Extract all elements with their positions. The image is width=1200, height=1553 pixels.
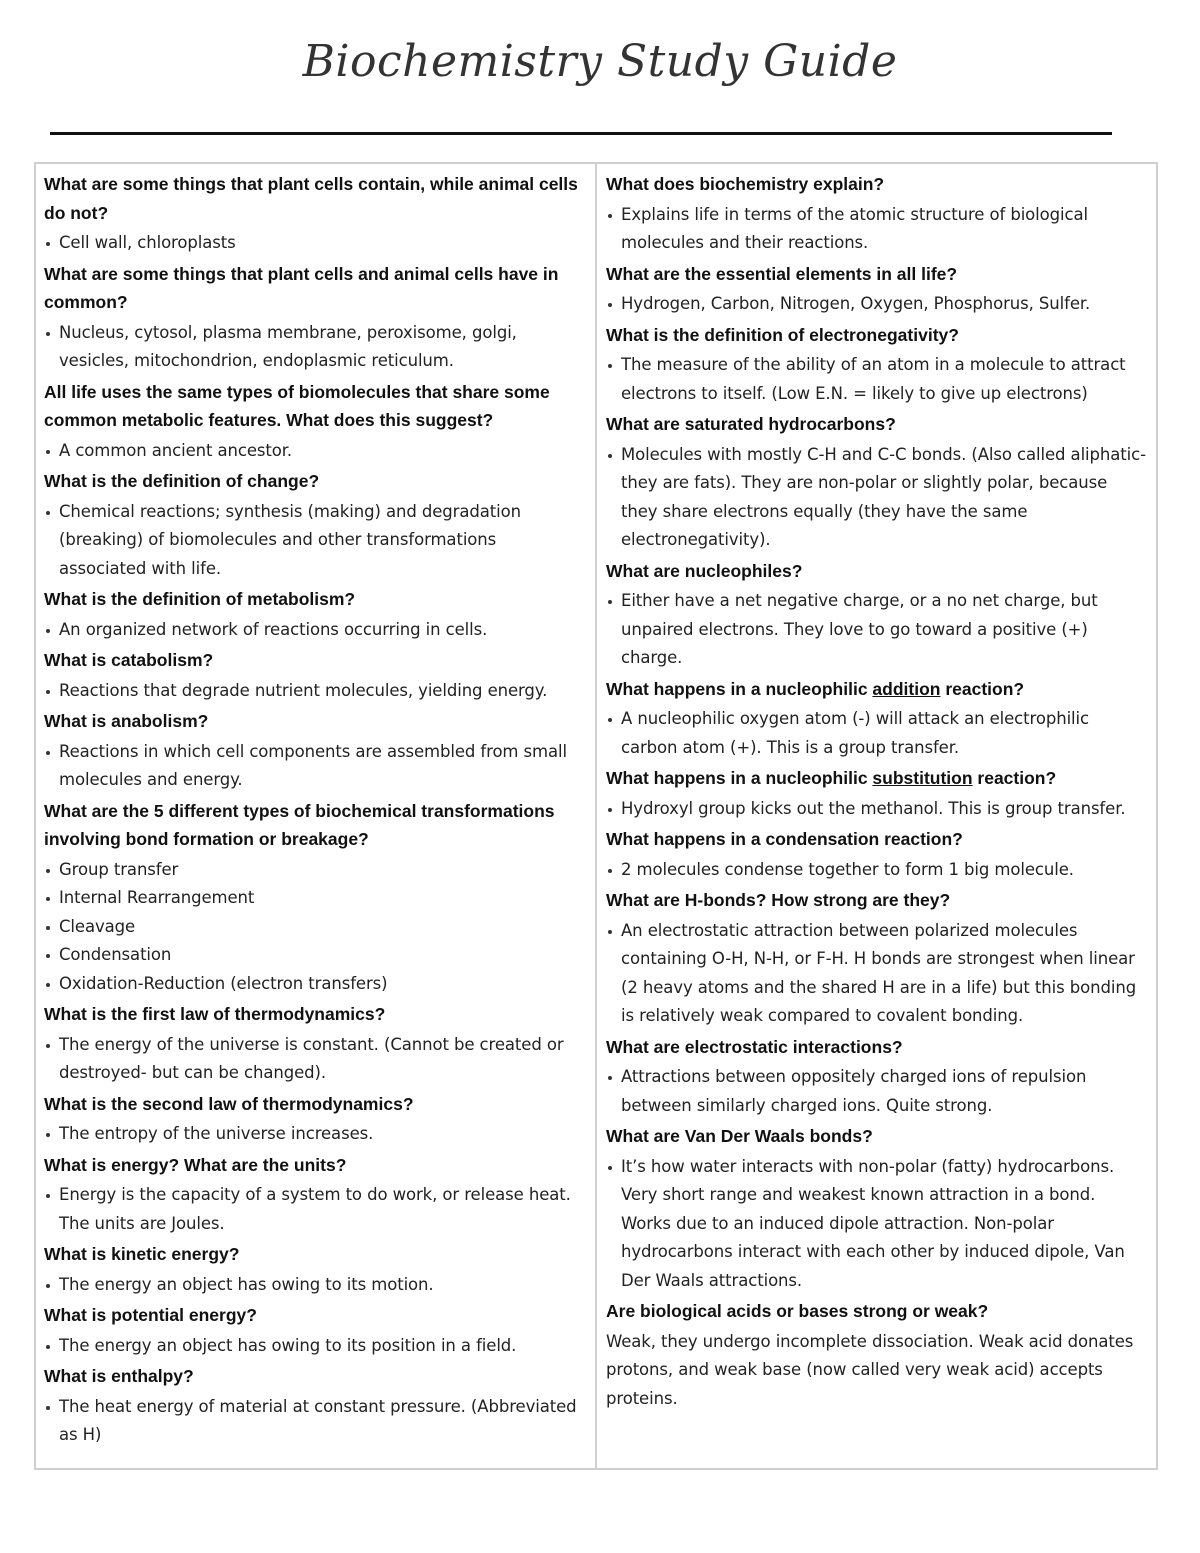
- answer-list: [44, 1031, 584, 1088]
- answer-list: [44, 1271, 584, 1300]
- question: What is kinetic energy?: [44, 1244, 240, 1264]
- question: What is the definition of electronegativity?: [606, 324, 959, 345]
- answer-list: [606, 441, 1148, 555]
- answer-list: [606, 1153, 1148, 1296]
- answer-item: Molecules with mostly C-H and C-C bonds. (Also called aliphatic- they are fats). They are non-polar or slightly polar, because they share electrons equally (they have the same electronegativity).: [606, 441, 1148, 555]
- answer-item: The energy an object has owing to its position in a field.: [44, 1332, 584, 1361]
- left-column: [44, 170, 584, 1452]
- question-text: reaction?: [940, 678, 1025, 699]
- answer-item: Cell wall, chloroplasts: [44, 229, 584, 258]
- question-text: reaction?: [972, 768, 1057, 788]
- question: What is potential energy?: [44, 1305, 257, 1325]
- question: What is energy? What are the units?: [44, 1154, 347, 1175]
- answer-item: Explains life in terms of the atomic structure of biological molecules and their reactions.: [606, 201, 1148, 258]
- answer-item: The entropy of the universe increases.: [44, 1120, 584, 1149]
- page-title: Biochemistry Study Guide: [302, 36, 898, 87]
- question: [606, 764, 1148, 793]
- question: Are biological acids or bases strong or weak?: [606, 1301, 989, 1321]
- answer-item: Energy is the capacity of a system to do work, or release heat. The units are Joules.: [44, 1181, 584, 1238]
- answer-item: Cleavage: [44, 913, 584, 942]
- answer-item: Oxidation-Reduction (electron transfers): [44, 970, 584, 999]
- question: What are the essential elements in all life?: [606, 263, 958, 284]
- answer-list: [44, 738, 584, 795]
- answer-list: [606, 290, 1148, 319]
- answer-item: Chemical reactions; synthesis (making) and degradation (breaking) of biomolecules and other transformations associated with life.: [44, 498, 584, 584]
- answer-paragraph: Weak, they undergo incomplete dissociation. Weak acid donates protons, and weak base (now called very weak acid) accepts proteins.: [606, 1331, 1134, 1408]
- question: What are the 5 different types of biochemical transformations involving bond formation or breakage?: [44, 800, 555, 849]
- answer-item: Reactions in which cell components are assembled from small molecules and energy.: [44, 738, 584, 795]
- answer-item: 2 molecules condense together to form 1 big molecule.: [606, 856, 1148, 885]
- answer-item: The energy an object has owing to its motion.: [44, 1271, 584, 1300]
- right-column: [606, 170, 1148, 1413]
- answer-list: [44, 616, 584, 645]
- question: What is catabolism?: [44, 650, 214, 670]
- answer-item: Either have a net negative charge, or a no net charge, but unpaired electrons. They love to go toward a positive (+) charge.: [606, 587, 1148, 673]
- answer-item: A nucleophilic oxygen atom (-) will attack an electrophilic carbon atom (+). This is a group transfer.: [606, 705, 1148, 762]
- answer-list: [44, 437, 584, 466]
- answer-list: [606, 917, 1148, 1031]
- question: What is the first law of thermodynamics?: [44, 1004, 386, 1024]
- column-divider: [595, 162, 597, 1470]
- question-text: What happens in a nucleophilic: [606, 678, 873, 699]
- answer-list: [606, 705, 1148, 762]
- answer-item: A common ancient ancestor.: [44, 437, 584, 466]
- question: What does biochemistry explain?: [606, 174, 885, 194]
- answer-item: It’s how water interacts with non-polar (fatty) hydrocarbons. Very short range and weakest known attraction in a bond. Works due to an induced dipole attraction. Non-polar hydrocarbons interact with each other by induced dipole, Van Der Waals attractions.: [606, 1153, 1148, 1296]
- question-text: What happens in a nucleophilic: [606, 768, 873, 788]
- answer-list: [44, 1332, 584, 1361]
- question: What is anabolism?: [44, 711, 209, 731]
- answer-item: Nucleus, cytosol, plasma membrane, peroxisome, golgi, vesicles, mitochondrion, endoplasmic reticulum.: [44, 319, 584, 376]
- question-emphasis: addition: [872, 678, 941, 699]
- answer-list: [606, 856, 1148, 885]
- answer-item: Hydroxyl group kicks out the methanol. This is group transfer.: [606, 795, 1148, 824]
- answer-list: [44, 1120, 584, 1149]
- answer-item: The energy of the universe is constant. (Cannot be created or destroyed- but can be changed).: [44, 1031, 584, 1088]
- question: [606, 675, 1148, 704]
- question: What is enthalpy?: [44, 1366, 194, 1386]
- question: All life uses the same types of biomolecules that share some common metabolic features. What does this suggest?: [44, 381, 550, 430]
- answer-item: The heat energy of material at constant pressure. (Abbreviated as H): [44, 1393, 584, 1450]
- question: What are nucleophiles?: [606, 560, 803, 581]
- title-rule: [50, 132, 1112, 135]
- answer-item: Attractions between oppositely charged ions of repulsion between similarly charged ions. Quite strong.: [606, 1063, 1148, 1120]
- answer-item: Reactions that degrade nutrient molecules, yielding energy.: [44, 677, 584, 706]
- answer-list: [44, 677, 584, 706]
- question: What are some things that plant cells and animal cells have in common?: [44, 263, 559, 312]
- answer-list: [44, 856, 584, 999]
- answer-item: Group transfer: [44, 856, 584, 885]
- question: What happens in a condensation reaction?: [606, 829, 963, 849]
- answer-list: [44, 498, 584, 584]
- answer-item: An electrostatic attraction between polarized molecules containing O-H, N-H, or F-H. H bonds are strongest when linear (2 heavy atoms and the shared H are in a life) but this bonding is relatively weak compared to covalent bonding.: [606, 917, 1148, 1031]
- answer-list: [606, 795, 1148, 824]
- answer-list: [44, 319, 584, 376]
- question: What is the second law of thermodynamics?: [44, 1093, 414, 1114]
- question: What are saturated hydrocarbons?: [606, 414, 896, 434]
- question: What is the definition of change?: [44, 471, 320, 491]
- question: What are H-bonds? How strong are they?: [606, 890, 951, 910]
- answer-item: An organized network of reactions occurring in cells.: [44, 616, 584, 645]
- answer-list: [606, 587, 1148, 673]
- answer-item: Hydrogen, Carbon, Nitrogen, Oxygen, Phosphorus, Sulfer.: [606, 290, 1148, 319]
- answer-list: [44, 229, 584, 258]
- question-emphasis: substitution: [872, 768, 973, 788]
- question: What are Van Der Waals bonds?: [606, 1126, 873, 1146]
- question: What are electrostatic interactions?: [606, 1036, 903, 1057]
- answer-list: [44, 1181, 584, 1238]
- answer-item: The measure of the ability of an atom in a molecule to attract electrons to itself. (Low E.N. = likely to give up electrons): [606, 351, 1148, 408]
- answer-list: [606, 351, 1148, 408]
- answer-item: Condensation: [44, 941, 584, 970]
- answer-list: [606, 1063, 1148, 1120]
- answer-item: Internal Rearrangement: [44, 884, 584, 913]
- answer-list: [606, 201, 1148, 258]
- question: What is the definition of metabolism?: [44, 589, 356, 609]
- answer-list: [44, 1393, 584, 1450]
- question: What are some things that plant cells contain, while animal cells do not?: [44, 174, 578, 223]
